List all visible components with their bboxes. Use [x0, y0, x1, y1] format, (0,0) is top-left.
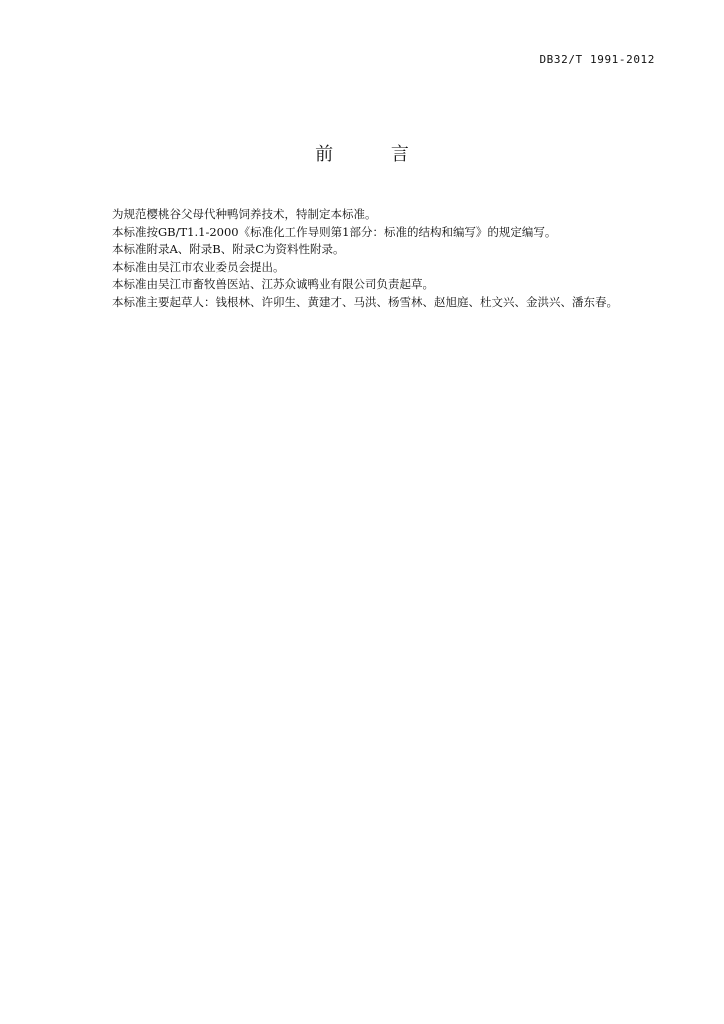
paragraph-drafting-units: 本标准由吴江市畜牧兽医站、江苏众诚鸭业有限公司负责起草。 — [112, 277, 434, 291]
paragraph-appendices: 本标准附录A、附录B、附录C为资料性附录。 — [112, 242, 345, 256]
paragraph-drafting-rules: 本标准按GB/T1.1-2000《标准化工作导则第1部分：标准的结构和编写》的规定编写。 — [112, 224, 557, 239]
page-title: 前 言 — [315, 144, 435, 165]
paragraph-proposer: 本标准由吴江市农业委员会提出。 — [112, 259, 285, 274]
document-code: DB32/T 1991-2012 — [539, 53, 655, 66]
foreword-body — [112, 206, 672, 311]
paragraph-drafters: 本标准主要起草人：钱根林、许卯生、黄建才、马洪、杨雪林、赵旭庭、杜文兴、金洪兴、潘东春。 — [112, 294, 618, 309]
paragraph-purpose: 为规范樱桃谷父母代种鸭饲养技术，特制定本标准。 — [112, 207, 377, 221]
